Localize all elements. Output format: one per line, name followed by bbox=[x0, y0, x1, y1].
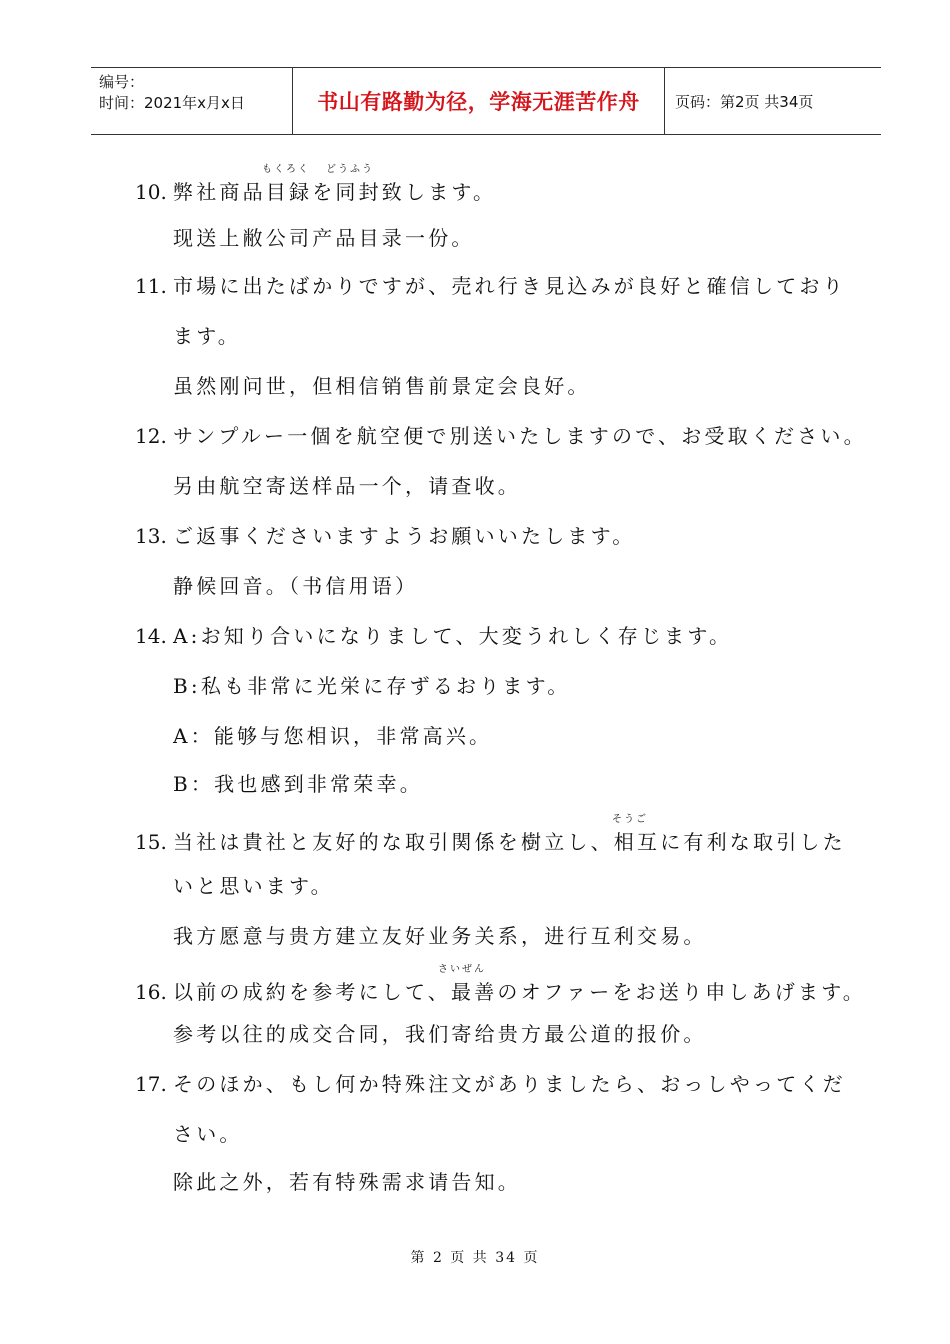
ruby-saizen: さいぜん bbox=[438, 964, 486, 975]
ruby-mokuroku: もくろく bbox=[262, 164, 310, 175]
ruby-doufuu: どうふう bbox=[326, 164, 374, 175]
item-14-number: 14. bbox=[135, 624, 167, 648]
item-10-ja bbox=[135, 176, 496, 205]
item-14-ja-b: B:私も非常に光栄に存ずるおります。 bbox=[173, 674, 571, 698]
item-16-ja-text: 以前の成約を参考にして、最善のオファーをお送り申しあげます。 bbox=[173, 980, 866, 1004]
item-17-ja1-text: そのほか、もし何か特殊注文がありましたら、おっしやってくだ bbox=[173, 1072, 846, 1096]
item-15-ja-line2: いと思います。 bbox=[173, 874, 334, 898]
item-17-number: 17. bbox=[135, 1072, 167, 1096]
item-15-ja-line1 bbox=[135, 826, 846, 855]
item-13-ja bbox=[135, 520, 635, 549]
item-14-ja-a bbox=[135, 620, 732, 649]
item-11-ja-line1 bbox=[135, 270, 846, 299]
header-page-info: 页码：第2页 共34页 bbox=[675, 92, 814, 111]
item-16-zh: 参考以往的成交合同，我们寄给贵方最公道的报价。 bbox=[173, 1022, 707, 1046]
item-13-ja-text: ご返事くださいますようお願いいたします。 bbox=[173, 524, 636, 548]
item-14-ja-a-text: A:お知り合いになりまして、大変うれしく存じます。 bbox=[173, 624, 733, 648]
serial-label: 编号： bbox=[99, 73, 145, 91]
item-12-ja-text: サンプルー一個を航空便で別送いたしますので、お受取ください。 bbox=[173, 424, 867, 448]
item-17-ja-line1 bbox=[135, 1068, 846, 1097]
item-10-zh: 现送上敝公司产品目录一份。 bbox=[173, 226, 475, 250]
item-11-ja-line2: ます。 bbox=[173, 324, 241, 348]
item-13-zh: 静候回音。（书信用语） bbox=[173, 574, 419, 598]
item-17-zh: 除此之外，若有特殊需求请告知。 bbox=[173, 1170, 521, 1194]
item-17-ja-line2: さい。 bbox=[173, 1122, 243, 1146]
item-14-zh-a: A：能够与您相识，非常高兴。 bbox=[173, 724, 493, 748]
time-label: 时间：2021年x月x日 bbox=[99, 94, 245, 112]
item-12-zh: 另由航空寄送样品一个，请查收。 bbox=[173, 474, 521, 498]
item-14-zh-b: B：我也感到非常荣幸。 bbox=[173, 772, 423, 796]
page-header bbox=[91, 67, 881, 135]
item-15-number: 15. bbox=[135, 830, 167, 854]
item-15-ja1-text: 当社は貴社と友好的な取引関係を樹立し、相互に有利な取引した bbox=[173, 830, 846, 854]
header-meta bbox=[91, 68, 293, 134]
item-10-ja-text: 弊社商品目録を同封致します。 bbox=[173, 180, 497, 204]
item-16-ja bbox=[135, 976, 866, 1005]
item-11-zh: 虽然刚问世，但相信销售前景定会良好。 bbox=[173, 374, 591, 398]
item-13-number: 13. bbox=[135, 524, 167, 548]
item-10-number: 10. bbox=[135, 180, 167, 204]
item-11-number: 11. bbox=[135, 274, 167, 298]
header-motto: 书山有路勤为径，学海无涯苦作舟 bbox=[293, 68, 665, 134]
item-11-ja1-text: 市場に出たばかりですが、売れ行き見込みが良好と確信しており bbox=[173, 274, 846, 298]
item-12-ja bbox=[135, 420, 867, 449]
item-16-number: 16. bbox=[135, 980, 167, 1004]
item-12-number: 12. bbox=[135, 424, 167, 448]
page-footer: 第 2 页 共 34 页 bbox=[410, 1250, 540, 1266]
item-15-zh: 我方愿意与贵方建立友好业务关系，进行互利交易。 bbox=[173, 924, 707, 948]
ruby-sougo: そうご bbox=[612, 814, 648, 825]
